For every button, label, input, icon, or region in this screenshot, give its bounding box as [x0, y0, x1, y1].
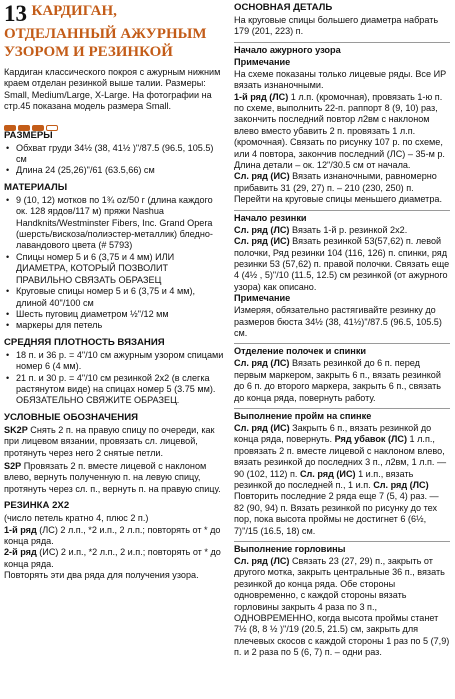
armhole-row-3-text: Повторить последние 2 ряда еще 7 (5, 4) раз. — 82 (90, 94) п. Вязать резинкой по рисунку до тех пор, пока высота проймы не достигнет 6 (6½, 7)"/15 (16.5, 18) см.	[234, 491, 439, 536]
size-item: • Обхват груди 34½ (38, 41½ )"/87.5 (96.5, 105.5) см	[4, 143, 226, 166]
lace-row-next-label: Сл. ряд (ИС)	[234, 171, 290, 182]
rib-row-2	[4, 547, 226, 570]
armhole-section	[234, 408, 450, 537]
rib-section	[234, 210, 450, 340]
material-item: • Спицы номер 5 и 6 (3,75 и 4 мм) ИЛИ ДИАМЕТРА, КОТОРЫЙ ПОЗВОЛИТ ПРАВИЛЬНО СВЯЗАТЬ ОБРАЗЕЦ	[4, 252, 226, 286]
fronts-section	[234, 343, 450, 404]
note-text: На схеме показаны только лицевые ряды. Все ИР вязать изнаночными.	[234, 68, 447, 91]
abbreviations-heading: УСЛОВНЫЕ ОБОЗНАЧЕНИЯ	[4, 411, 138, 423]
rib-start-row-1-label: Сл. ряд (ЛС)	[234, 224, 290, 235]
armhole-title: Выполнение пройм на спинке	[234, 410, 372, 421]
rib-start-row-2	[234, 236, 450, 293]
rib-heading: РЕЗИНКА 2Х2	[4, 500, 70, 512]
material-item: • Круговые спицы номер 5 и 6 (3,75 и 4 мм), длиной 40"/100 см	[4, 286, 226, 309]
rib-repeat: Повторять эти два ряда для получения узора.	[4, 570, 199, 581]
size-item: • Длина 24 (25,26)"/61 (63.5,66) см	[4, 165, 226, 176]
neck-row	[234, 556, 450, 659]
neck-row-label: Сл. ряд (ЛС)	[234, 556, 290, 567]
lace-row-1	[234, 92, 450, 172]
armhole-dec-label: Ряд убавок (ЛС)	[334, 434, 407, 445]
material-item: • 9 (10, 12) мотков по 1¾ oz/50 г (длина каждого ок. 128 ярдов/117 м) пряжи Nashua Handknits/Westminster Fibers, Inc. Grand Opera (шерсть/вискоза/полиэстер-металлик) бледно-лавандового цвета (# 5793)	[4, 195, 226, 252]
rib-row-2-text: (ИС) 2 и.п., *2 л.п., 2 и.п.; повторять от * до конца ряда.	[4, 547, 221, 569]
note2-text: Измеряя, обязательно растягивайте резинку до размеров бюста 34½ (38, 41½)"/87.5 (96.5, 105.5) см.	[234, 305, 442, 338]
gauge-check: ОБЯЗАТЕЛЬНО СВЯЖИТЕ ОБРАЗЕЦ.	[16, 395, 180, 406]
pattern-header	[4, 2, 226, 61]
rib-start-row-2-text: Вязать резинкой 53(57,62) п. левой полочки, Ряд резинки 104 (116, 126) п. спинки, ряд резинки 53 (57,62) п. правой полочки. Связать еще 4 (4½ , 5)"/10 (11.5, 12.5) см резинкой (от ажурного узора) как описано.	[234, 236, 450, 292]
rib-start-title: Начало резинки	[234, 212, 307, 223]
fronts-title: Отделение полочек и спинки	[234, 346, 367, 357]
main-heading: ОСНОВНАЯ ДЕТАЛЬ	[234, 2, 333, 13]
armhole-row-3-label: Сл. ряд (ЛС)	[373, 480, 429, 490]
material-item: • Шесть пуговиц диаметром ½"/12 мм	[4, 309, 226, 320]
abbr-s2p-text: Провязать 2 п. вместе лицевой с наклоном влево, вернуть полученную п. на левую спицу, протянуть через сл. п., вернуть п. на правую спицу.	[4, 460, 221, 494]
neck-section	[234, 541, 450, 659]
rib-row-1-text: (ЛС) 2 л.п., *2 и.п., 2 л.п.; повторять от * до конца ряда.	[4, 524, 221, 546]
right-column	[234, 0, 450, 659]
armhole-row-2-label: Сл. ряд (ИС)	[299, 468, 356, 479]
intro-text: Кардиган классического покроя с ажурным нижним краем отделан резинкой выше талии. Размеры: Small, Medium/Large, X-Large. На фотографии на стр.45 показана модель размера Small.	[4, 67, 221, 112]
rib-row-2-label: 2-й ряд	[4, 547, 37, 558]
abbr-sk2p-text: Снять 2 п. на правую спицу по очереди, как при лицевом вязании, провязать сл. лицевой, протянуть через него 2 снятые петли.	[4, 424, 215, 458]
pattern-title-line-3: УЗОРОМ И РЕЗИНКОЙ	[4, 44, 173, 60]
rib-start-row-1-text: Вязать 1-й р. резинкой 2х2.	[291, 224, 408, 235]
fronts-row-text: Вязать резинкой до 6 п. перед первым маркером, закрыть 6 п., вязать резинкой до 6 п. до второго маркера, закрыть 6 п., связать до конца ряда, повернуть работу.	[234, 358, 442, 403]
abbr-sk2p	[4, 425, 226, 459]
lace-row-next-text: Вязать изнаночными, равномерно прибавить 31 (29, 27) п. – 210 (230, 250) п. Перейти на круговые спицы меньшего диаметра.	[234, 171, 442, 205]
neck-title: Выполнение горловины	[234, 544, 346, 555]
gauge-item: • 18 п. и 36 р. = 4"/10 см ажурным узором спицами номер 6 (4 мм).	[4, 350, 226, 373]
rib-start-row-1	[234, 225, 450, 236]
lace-row-next	[234, 171, 450, 205]
lace-title: Начало ажурного узора	[234, 44, 341, 55]
materials-heading: МАТЕРИАЛЫ	[4, 181, 68, 193]
armhole-row-1	[234, 423, 450, 537]
gauge-item: • 21 п. и 30 р. = 4"/10 см резинкой 2х2 (в слегка растянутом виде) на спицах номер 5 (3.75 мм).	[4, 373, 226, 396]
armhole-row-2-text: 1 и.п., вязать резинкой до последней п., 1 и.п.	[234, 468, 414, 490]
neck-row-text: Связать 23 (27, 29) п., закрыть от другого мотка, закрыть центральные 36 п., вязать резинкой до конца ряда. Обе стороны одновременно, с каждой стороны вязать горловины закрыть 4 раза по 3 п., ОДНОВРЕМЕННО, когда высота проймы станет 7½ (8, 8 ½ )"/19 (20.5, 21.5) см, закрыть для плечевых скосов с каждой стороны 1 раз по 5 (7,9) п. и 2 раза по 5 (6, 7) п. – одни раз.	[234, 556, 450, 658]
rib-start-row-2-label: Сл. ряд (ИС)	[234, 236, 290, 247]
abbr-sk2p-term: SK2P	[4, 424, 28, 435]
armhole-row-1-label: Сл. ряд (ИС)	[234, 422, 290, 433]
gauge-heading: СРЕДНЯЯ ПЛОТНОСТЬ ВЯЗАНИЯ	[4, 336, 165, 348]
material-item: • маркеры для петель	[4, 320, 226, 331]
armhole-dec-text: 1 л.п., провязать 2 п. вместе лицевой с наклоном влево, вязать резинкой до последних 3 п., л2вм, 1 л.п. — 90 (102, 112) п.	[234, 434, 447, 479]
note2-title: Примечание	[234, 293, 291, 304]
rib-row-1-label: 1-й ряд	[4, 524, 37, 535]
left-column	[4, 0, 226, 582]
pattern-number: 13	[4, 1, 27, 26]
decorative-dots	[4, 118, 226, 125]
fronts-row	[234, 358, 450, 404]
sizes-heading: РАЗМЕРЫ	[4, 129, 53, 141]
main-text: На круговые спицы большего диаметра набрать 179 (201, 223) п.	[234, 15, 439, 37]
lace-section	[234, 42, 450, 206]
fronts-row-label: Сл. ряд (ЛС)	[234, 358, 290, 369]
note-title: Примечание	[234, 56, 291, 67]
lace-row-1-label: 1-й ряд (ЛС)	[234, 91, 289, 102]
abbr-s2p	[4, 461, 226, 495]
rib-sub: (число петель кратно 4, плюс 2 п.)	[4, 513, 149, 524]
abbr-s2p-term: S2P	[4, 460, 22, 471]
pattern-title-line-1: КАРДИГАН,	[31, 3, 117, 19]
pattern-title-line-2: ОТДЕЛАННЫЙ АЖУРНЫМ	[4, 26, 207, 42]
armhole-row-1-text: Закрыть 6 п., вязать резинкой до конца ряда, повернуть.	[234, 422, 432, 445]
rib-row-1	[4, 525, 226, 548]
lace-row-1-text: 1 л.п. (кромочная), провязать 1-ю п. по схеме, выполнить 22-п. раппорт 8 (9, 10) раз, закончить последний повтор л2вм с наклоном влево вместо убавить 2 п. провязать 1 л.п. (кромочная). Связать по рисунку 107 р. по схеме, или 4 повтора, закончив последний (ЛС) – 35-м р. Длина детали – ок. 12"/30.5 см от начала.	[234, 91, 445, 171]
